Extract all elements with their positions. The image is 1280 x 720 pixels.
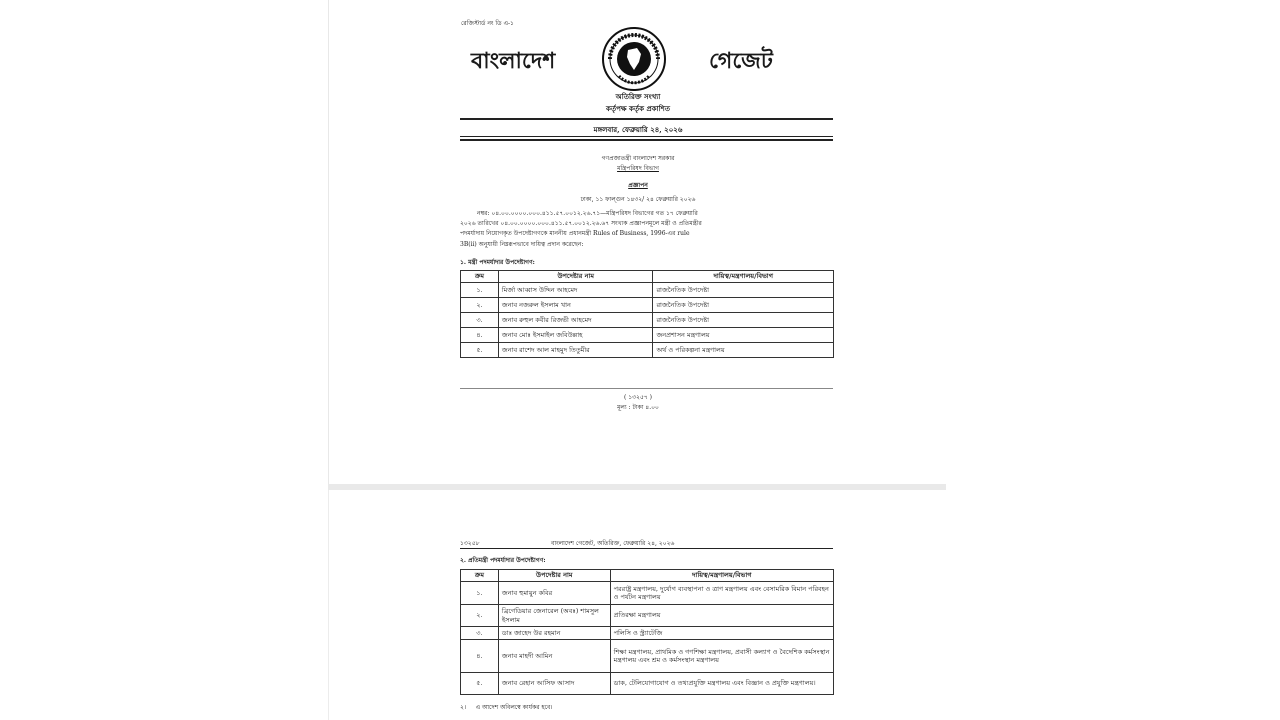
gazette-page-2 (328, 490, 947, 720)
table-row (461, 313, 834, 328)
table-cell: জনাব রুহুল কবীর রিজভী আহমেদ (498, 313, 653, 328)
table-cell: রাজনৈতিক উপদেষ্টা (653, 283, 834, 298)
table-row (461, 605, 834, 627)
table-header: উপদেষ্টার নাম (498, 271, 653, 283)
table-cell: ডাক, টেলিযোগাযোগ ও তথ্যপ্রযুক্তি মন্ত্রণালয় এবং বিজ্ঞান ও প্রযুক্তি মন্ত্রণালয়। (610, 673, 833, 695)
body-line: 3B(ii) অনুযায়ী নিম্নরূপভাবে দায়িত্ব প্রদান করেছেন: (460, 241, 584, 248)
table-row (461, 582, 834, 605)
table-cell: জনাব রেহান আসিফ আসাদ (498, 673, 610, 695)
table-cell: মির্জা আব্বাস উদ্দিন আহমেদ (498, 283, 653, 298)
table-cell: ৩. (461, 313, 499, 328)
table-row (461, 283, 834, 298)
registered-number: রেজিস্টার্ড নং ডি এ-১ (461, 20, 514, 27)
government-name: গণপ্রজাতন্ত্রী বাংলাদেশ সরকার (601, 155, 675, 162)
body-line: নম্বর: ০৪.০০.০০০০.০০০.৪১১.৫৭.০০১২.২৬.৭১—মন্ত্রিপরিষদ বিভাগের গত ১৭ ফেব্রুয়ারি (477, 210, 698, 217)
table-cell: প্রতিরক্ষা মন্ত্রণালয় (610, 605, 833, 627)
table-cell: রাজনৈতিক উপদেষ্টা (653, 298, 834, 313)
page-code: ( ১৩২৫৭ ) (624, 394, 652, 401)
notice-title: প্রজ্ঞাপন (628, 182, 648, 189)
table-cell: ব্রিগেডিয়ার জেনারেল (অবঃ) শামসুল ইসলাম (498, 605, 610, 627)
divider (460, 548, 833, 549)
table-cell: জনাব মোঃ ইসমাইল জবিউল্লাহ (498, 328, 653, 343)
table-cell: ২. (461, 605, 499, 627)
table-cell: জনপ্রশাসন মন্ত্রণালয় (653, 328, 834, 343)
table-cell: ৩. (461, 627, 499, 640)
table-cell: ৫. (461, 343, 499, 358)
seal-emblem-icon (601, 26, 667, 92)
table-header: উপদেষ্টার নাম (498, 570, 610, 582)
table-cell: জনাব মাহদী আমিন (498, 640, 610, 673)
price: মূল্য : টাকা ৪.০০ (617, 404, 659, 411)
table-cell: রাজনৈতিক উপদেষ্টা (653, 313, 834, 328)
divider (460, 118, 833, 120)
table-cell: ১. (461, 283, 499, 298)
masthead-left: বাংলাদেশ (471, 49, 556, 74)
division-name: মন্ত্রিপরিষদ বিভাগ (617, 165, 659, 172)
table-cell: পলিসি ও স্ট্র্যাটেজি (610, 627, 833, 640)
footer-order: ২। এ আদেশ অবিলম্বে কার্যকর হবে। (460, 704, 553, 711)
table-cell: ২. (461, 298, 499, 313)
extra-issue: অতিরিক্ত সংখ্যা (615, 92, 661, 101)
section1-title: ১. মন্ত্রী পদমর্যাদার উপদেষ্টাগণ: (460, 259, 535, 266)
gazette-page-1 (328, 0, 947, 484)
table-cell: অর্থ ও পরিকল্পনা মন্ত্রণালয় (653, 343, 834, 358)
table-row (461, 673, 834, 695)
table-cell: জনাব নজরুল ইসলাম খান (498, 298, 653, 313)
table-cell: ৫. (461, 673, 499, 695)
table-row (461, 343, 834, 358)
advisors-table-2 (460, 569, 834, 695)
dhaka-date: ঢাকা, ১১ ফাল্গুন ১৪৩২/ ২৪ ফেব্রুয়ারি ২০২৬ (580, 196, 696, 203)
published-by: কর্তৃপক্ষ কর্তৃক প্রকাশিত (605, 104, 671, 113)
body-line: ২০২৬ তারিখের ০৪.০০.০০০০.০০০.৪১১.৫৭.০০১২.২৬.৬৭ সংখ্যক প্রজ্ঞাপনমূলে মন্ত্রী ও প্রতিমন্ত্রীর (460, 220, 702, 227)
table-header: ক্রম (461, 570, 499, 582)
government-seal (601, 26, 667, 92)
table-header-row (461, 570, 834, 582)
header-page-number: ১৩২৫৮ (460, 540, 480, 547)
table-cell: ডাঃ জাহেদ উর রহমান (498, 627, 610, 640)
divider (460, 139, 833, 141)
table-row (461, 627, 834, 640)
table-cell: শিক্ষা মন্ত্রণালয়, প্রাথমিক ও গণশিক্ষা মন্ত্রণালয়, প্রবাসী কল্যাণ ও বৈদেশিক কর্মসংস্থান মন্ত্রণালয় এবং শ্রম ও কর্মসংস্থান মন্ত্রণালয় (610, 640, 833, 673)
header-title: বাংলাদেশ গেজেট, অতিরিক্ত, ফেব্রুয়ারি ২৪, ২০২৬ (551, 540, 675, 547)
table-row (461, 298, 834, 313)
table-header: দায়িত্ব/মন্ত্রণালয়/বিভাগ (653, 271, 834, 283)
table-row (461, 640, 834, 673)
divider (460, 136, 833, 137)
table-cell: জনাব রাশেদ আল মাহমুদ তিতুমীর (498, 343, 653, 358)
table-cell: পররাষ্ট্র মন্ত্রণালয়, দুর্যোগ ব্যবস্থাপনা ও ত্রাণ মন্ত্রণালয় এবং বেসামরিক বিমান পরিবহন ও পর্যটন মন্ত্রণালয় (610, 582, 833, 605)
table-header: ক্রম (461, 271, 499, 283)
body-line: পদমর্যাদায় নিয়োগকৃত উপদেষ্টাগণকে মাননীয় প্রধানমন্ত্রী Rules of Business, 1996-এর rule (460, 230, 690, 237)
date-line: মঙ্গলবার, ফেব্রুয়ারি ২৪, ২০২৬ (593, 125, 683, 134)
table-header-row (461, 271, 834, 283)
divider (460, 388, 833, 389)
table-row (461, 328, 834, 343)
table-header: দায়িত্ব/মন্ত্রণালয়/বিভাগ (610, 570, 833, 582)
table-cell: ১. (461, 582, 499, 605)
section2-title: ২. প্রতিমন্ত্রী পদমর্যাদার উপদেষ্টাগণ: (460, 557, 546, 564)
masthead-right: গেজেট (709, 49, 773, 74)
table-cell: জনাব হুমায়ুন কবির (498, 582, 610, 605)
table-cell: ৪. (461, 328, 499, 343)
advisors-table-1 (460, 270, 834, 358)
table-cell: ৪. (461, 640, 499, 673)
